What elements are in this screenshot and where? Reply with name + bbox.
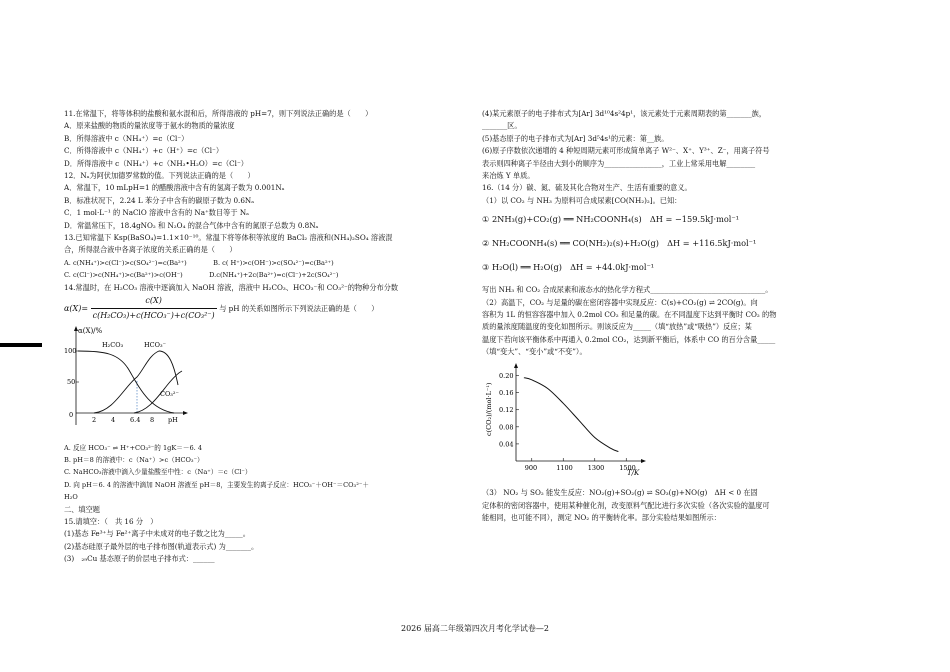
page-footer: 2026 届高二年级第四次月考化学试卷—2 [401,624,549,633]
q16-part-2-cont-3: 温度下若向该平衡体系中再通入 0.2mol CO₂，达到新平衡后，体系中 CO 的百分含量_____ [482,334,776,344]
right-column [482,108,802,524]
equation-1: ① 2NH₃(g)+CO₂(g) ══ NH₂COONH₄(s) ΔH = −159.5kJ·mol⁻¹ [482,214,739,225]
q11-stem: 11.在常温下，将等体积的盐酸和氨水混和后，所得溶液的 pH=7，则下列说法正确的是（ ） [64,109,373,118]
y-tick-0: 0 [69,411,74,420]
q16-part-1-ask: 写出 NH₃ 和 CO₂ 合成尿素和液态水的热化学方程式________________________________。 [482,285,773,295]
y-tick-label: 0.20 [499,371,514,380]
q13-stem-1: 13.已知常温下 Ksp(BaSO₄)=1.1×10⁻¹⁰。常温下将等体积等浓度的 BaCl₂ 溶液和(NH₄)₂SO₄ 溶液混 [64,233,393,243]
q13-options-ab: A. c(NH₄⁺)>c(Cl⁻)>c(SO₄²⁻)=c(Ba²⁺) B. c( H⁺)>c(OH⁻)>c(SO₄²⁻)=c(Ba²⁺) [64,258,334,267]
q16-part-1: （1）以 CO₂ 与 NH₃ 为原料可合成尿素[CO(NH₂)₂]。已知： [482,195,682,205]
q15-part-3: (3) ₂₉Cu 基态原子的价层电子排布式：______ [64,554,215,564]
equation-2: ② NH₂COONH₄(s) ══ CO(NH₂)₂(s)+H₂O(g) ΔH = +116.5kJ·mol⁻¹ [482,238,757,249]
q14-option-d: D. 向 pH＝6. 4 的溶液中滴加 NaOH 溶液至 pH＝8，主要发生的离子反应：HCO₃⁻＋OH⁻＝CO₃²⁻＋ [64,480,369,489]
q15-part-5: (5)基态原子的电子排布式为[Ar] 3d⁵4s¹的元素：第__族。 [482,133,669,143]
y-axis-arrow [514,363,518,368]
q12-stem: 12．Nₐ为阿伏加德罗常数的值。下列说法正确的是（ ） [64,171,255,181]
q15-part-4-cont: _______区。 [482,121,522,131]
x-tick-6-4: 6.4 [130,416,141,425]
q15-part-6-end: 来冶炼 Y 单质。 [482,171,535,181]
q16-stem: 16.（14 分）碳、氮、硫及其化合物对生产、生活有重要的意义。 [482,183,692,193]
x-tick-label: 1500 [619,463,636,472]
margin-bar [0,343,42,347]
q15-stem: 15.请填空：（ 共 16 分 ） [64,516,158,526]
q13-stem-2: 合，所得混合液中各离子浓度的关系正确的是（ ） [64,245,237,255]
q15-part-1: (1)基态 Fe³⁺与 Fe²⁺离子中未成对的电子数之比为_____。 [64,529,250,539]
q12-option-a: A．常温下，10 mLpH=1 的醋酸溶液中含有的氢离子数为 0.001Nₐ [64,183,285,193]
q15-part-4: (4)某元素原子的电子排布式为[Ar] 3d¹⁰4s²4p¹，该元素处于元素周期表的第_______族， [482,109,767,118]
x-axis-label: pH [168,416,178,425]
q14-formula-lhs: α(X)= [64,303,89,313]
x-tick-2: 2 [92,416,97,425]
x-tick-label: 900 [524,463,538,472]
q14-formula-numerator: c(X) [91,294,217,309]
q11-option-a: A．原来盐酸的物质的量浓度等于氨水的物质的量浓度 [64,121,235,131]
x-tick-label: 1300 [587,463,605,472]
q15-part-6-cont: 表示则四种离子半径由大到小的顺序为________________，工业上常采用电解________ [482,158,756,168]
x-axis-label: T/K [627,468,640,477]
y-tick-label: 0.08 [499,423,514,432]
q14-formula-tail: 与 pH 的关系如图所示下列说法正确的是（ ） [219,303,379,313]
equation-3: ③ H₂O(l) ══ H₂O(g) ΔH = +44.0kJ·mol⁻¹ [482,262,655,273]
q11-option-d: D．所得溶液中 c（NH₄⁺）+c（NH₃•H₂O）=c（Cl⁻） [64,158,248,168]
q14-option-d-cont: H₂O [64,493,78,502]
co2-curve [524,377,619,451]
section-heading: 二、填空题 [64,504,100,514]
x-tick-4: 4 [111,416,116,425]
q15-part-2: (2)基态硅原子最外层的电子排布图(轨道表示式) 为_______。 [64,541,259,551]
q14-stem: 14.常温时，在 H₂CO₃ 溶液中逐滴加入 NaOH 溶液，溶液中 H₂CO₃、HCO₃⁻和 CO₃²⁻的物种分布分数 [64,282,399,292]
left-column [64,108,404,566]
q15-part-6: (6)原子序数依次递增的 4 种短周期元素可形成简单离子 W²⁻、X⁺、Y³⁺、Z⁻，用离子符号 [482,146,770,156]
q12-option-c: C．1 mol·L⁻¹ 的 NaClO 溶液中含有的 Na⁺数目等于 Nₐ [64,208,249,218]
q16-part-3-cont-2: 能相同，也可能不同），测定 NO₂ 的平衡转化率。部分实验结果如图所示： [482,512,721,522]
y-tick-50: 50 [67,378,76,387]
y-axis-label: α(X)/% [78,327,103,336]
q14-option-c: C. NaHCO₃溶液中滴入少量盐酸至中性：c（Na⁺）＝c（Cl⁻） [64,468,252,477]
x-tick-8: 8 [150,416,155,425]
y-tick-label: 0.16 [499,388,514,397]
q12-option-b: B．标准状况下，2.24 L 苯分子中含有的碳原子数为 0.6Nₐ [64,195,254,205]
q14-formula-denominator: c(H₂CO₃)+c(HCO₃⁻)+c(CO₃²⁻) [92,311,215,321]
q11-option-b: B．所得溶液中 c（NH₄⁺）=c（Cl⁻） [64,133,189,143]
y-tick-label: 0.04 [499,440,514,449]
label-co3: CO₃²⁻ [160,390,179,399]
q14-option-b: B. pH＝8 的溶液中：c（Na⁺）>c（HCO₃⁻） [64,455,204,464]
q16-part-2: （2）高温下，CO₂ 与足量的碳在密闭容器中实现反应：C(s)+CO₂(g) ⇌ 2CO(g)。向 [482,297,758,307]
y-tick-label: 0.12 [499,405,514,414]
y-axis-label: c(CO₂)/(mol·L⁻¹) [485,382,493,436]
q16-part-2-cont-1: 容积为 1L 的恒容容器中加入 0.2mol CO₂ 和足量的碳。在不同温度下达到平衡时 CO₂ 的物 [482,310,777,320]
q16-part-3: （3） NO₂ 与 SO₂ 能发生反应：NO₂(g)+SO₂(g) ⇌ SO₃(g)+NO(g) ΔH < 0 在固 [482,488,758,498]
co2-temperature-chart [482,361,802,483]
y-tick-100: 100 [64,347,77,356]
curve-h2co3 [78,351,174,413]
q13-options-cd: C. c(Cl⁻)>c(NH₄⁺)>c(Ba²⁺)>c(OH⁻) D.c(NH₄⁺)+2c(Ba²⁺)=c(Cl⁻)+2c(SO₄²⁻) [64,271,339,280]
q14-formula [64,294,404,323]
label-hco3: HCO₃⁻ [144,341,167,350]
q16-part-3-cont-1: 定体积的密闭容器中，使用某种催化剂，改变原料气配比进行多次实验（各次实验的温度可 [482,500,770,510]
q11-option-c: C．所得溶液中 c（NH₄⁺）+c（H⁺）=c（Cl⁻） [64,146,224,156]
q12-option-d: D．常温常压下，18.4gNO₂ 和 N₂O₄ 的混合气体中含有的氮原子总数为 0.8Nₐ [64,220,319,230]
q14-option-a: A. 反应 HCO₃⁻ ⇌ H⁺+CO₃²⁻的 1gK＝－6. 4 [64,443,203,452]
q16-part-2-cont-2: 质的量浓度随温度的变化如图所示。则该反应为_____（填“放热”或“吸热”）反应；某 [482,322,752,332]
species-distribution-chart [64,325,404,437]
q16-part-2-cont-4: （填“变大”、“变小”或“不变”）。 [482,347,587,357]
label-h2co3: H₂CO₃ [102,341,124,350]
x-tick-label: 1100 [556,463,573,472]
x-axis-arrow [641,459,646,463]
x-axis-arrow [183,411,188,415]
